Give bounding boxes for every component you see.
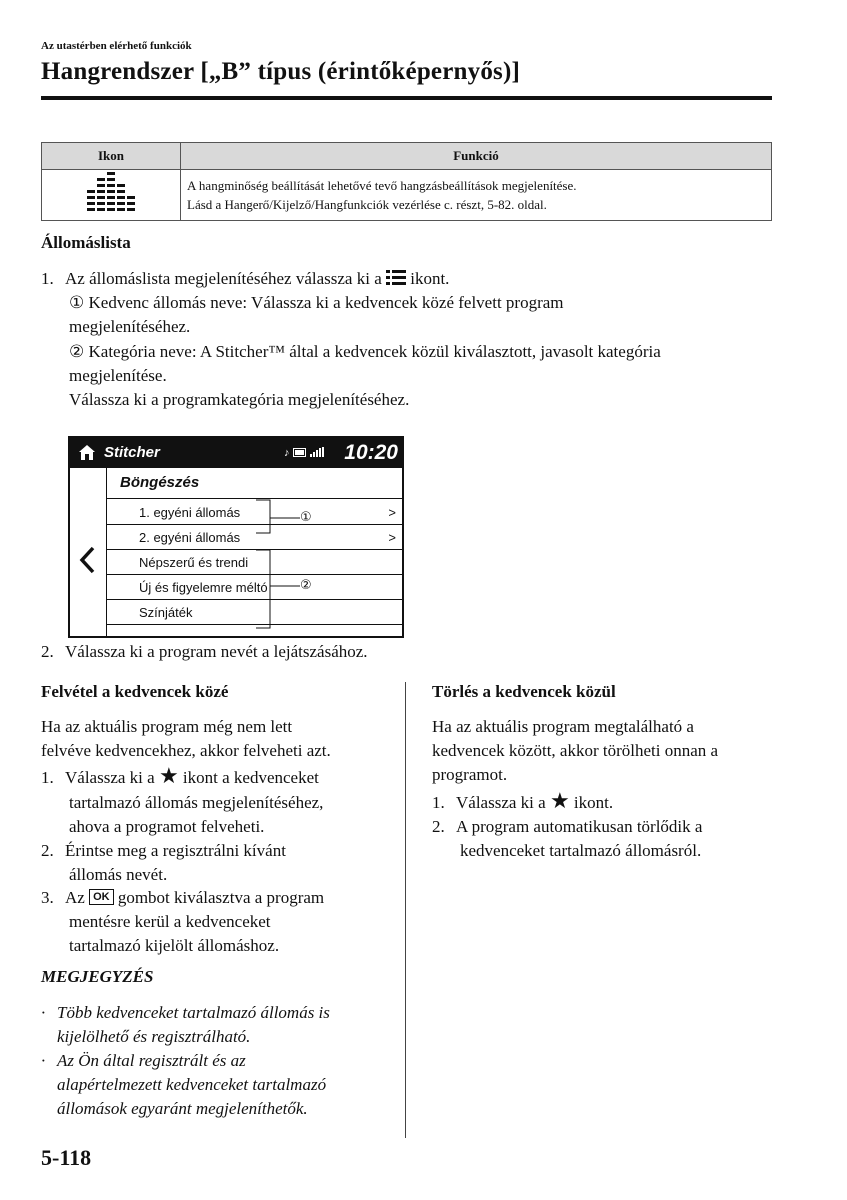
category-row-2[interactable]: Új és figyelemre méltó [107, 574, 402, 600]
remove-intro-1: Ha az aktuális program megtalálható a [432, 717, 694, 736]
add-step2: 2. Érintse meg a regisztrálni kívánt [41, 841, 286, 860]
station-row-1[interactable]: 1. egyéni állomás > [107, 499, 402, 525]
add-step3-c: tartalmazó kijelölt állomáshoz. [69, 936, 280, 955]
station-row-2[interactable]: 2. egyéni állomás > [107, 524, 402, 550]
note-bullet-2-b: alapértelmezett kedvenceket tartalmazó [57, 1075, 327, 1094]
note2-line-b: megjelenítése. [69, 366, 167, 385]
note-bullet-2-c: állomások egyaránt megjeleníthetők. [57, 1099, 308, 1118]
note-bullet-1-b: kijelölhető és regisztrálható. [57, 1027, 251, 1046]
note3: Válassza ki a programkategória megjelenítéséhez. [69, 390, 410, 409]
add-step3: 3. Az OK gombot kiválasztva a program [41, 888, 325, 907]
remove-step1: 1. Válassza ki a ★ ikont. [432, 789, 614, 814]
add-step2-b: állomás nevét. [69, 865, 168, 884]
function-line-1: A hangminőség beállítását lehetővé tevő hangzásbeállítások megjelenítése. [187, 178, 577, 193]
add-step1-b: tartalmazó állomás megjelenítéséhez, [69, 793, 324, 812]
note-bullet-2: · Az Ön által regisztrált és az [41, 1051, 246, 1070]
remove-intro-3: programot. [432, 765, 508, 784]
column-divider [405, 682, 406, 1138]
music-note-icon: ♪ [284, 447, 290, 459]
star-icon: ★ [158, 764, 179, 789]
equalizer-icon [87, 172, 135, 214]
step2: 2. Válassza ki a program nevét a lejátszásához. [41, 642, 368, 661]
add-heading: Felvétel a kedvencek közé [41, 682, 229, 701]
screen-app-name: Stitcher [104, 444, 160, 461]
note-heading: MEGJEGYZÉS [41, 967, 154, 986]
col-header-function: Funkció [181, 143, 772, 170]
category-row-1[interactable]: Népszerű és trendi [107, 549, 402, 575]
add-intro-2: felvéve kedvencekhez, akkor felveheti azt. [41, 741, 331, 760]
callout-brackets [70, 438, 402, 636]
function-cell [181, 170, 772, 221]
title-rule [41, 96, 772, 100]
list-icon [386, 270, 406, 285]
stitcher-screen [68, 436, 404, 638]
remove-heading: Törlés a kedvencek közül [432, 682, 616, 701]
section-label: Az utastérben elérhető funkciók [41, 40, 192, 52]
add-step1: 1. Válassza ki a ★ ikont a kedvenceket [41, 764, 319, 789]
note1-line-b: megjelenítéséhez. [69, 317, 191, 336]
note-bullet-1: · Több kedvenceket tartalmazó állomás is [41, 1003, 330, 1022]
chevron-right-icon: > [388, 530, 396, 545]
add-intro-1: Ha az aktuális program még nem lett [41, 717, 293, 736]
col-header-icon: Ikon [42, 143, 181, 170]
icon-cell [42, 170, 181, 221]
page-number: 5-118 [41, 1145, 92, 1170]
screen-subtitle: Böngészés [120, 474, 200, 491]
function-line-2: Lásd a Hangerő/Kijelző/Hangfunkciók vezérlése c. részt, 5-82. oldal. [187, 197, 547, 212]
add-step1-c: ahova a programot felveheti. [69, 817, 265, 836]
function-table [41, 142, 772, 221]
page-title: Hangrendszer [„B” típus (érintőképernyős)] [41, 58, 520, 85]
remove-step2-b: kedvenceket tartalmazó állomásról. [460, 841, 702, 860]
callout-2: ② [300, 578, 312, 593]
screen-clock: 10:20 [344, 441, 398, 464]
callout-1: ① [300, 510, 312, 525]
note2-line-a: ② Kategória neve: A Stitcher™ által a kedvencek közül kiválasztott, javasolt kategória [69, 342, 661, 361]
remove-intro-2: kedvencek között, akkor törölheti onnan a [432, 741, 719, 760]
ok-button-icon: OK [89, 889, 114, 905]
note1-line-a: ① Kedvenc állomás neve: Válassza ki a kedvencek közé felvett program [69, 293, 564, 312]
add-step3-b: mentésre kerül a kedvenceket [69, 912, 271, 931]
station-list-heading: Állomáslista [41, 233, 131, 252]
chevron-right-icon: > [388, 505, 396, 520]
category-row-3[interactable]: Színjáték [107, 599, 402, 625]
step1: 1. Az állomáslista megjelenítéséhez válassza ki a ikont. [41, 269, 450, 288]
remove-step2: 2. A program automatikusan törlődik a [432, 817, 703, 836]
star-icon: ★ [549, 789, 570, 814]
